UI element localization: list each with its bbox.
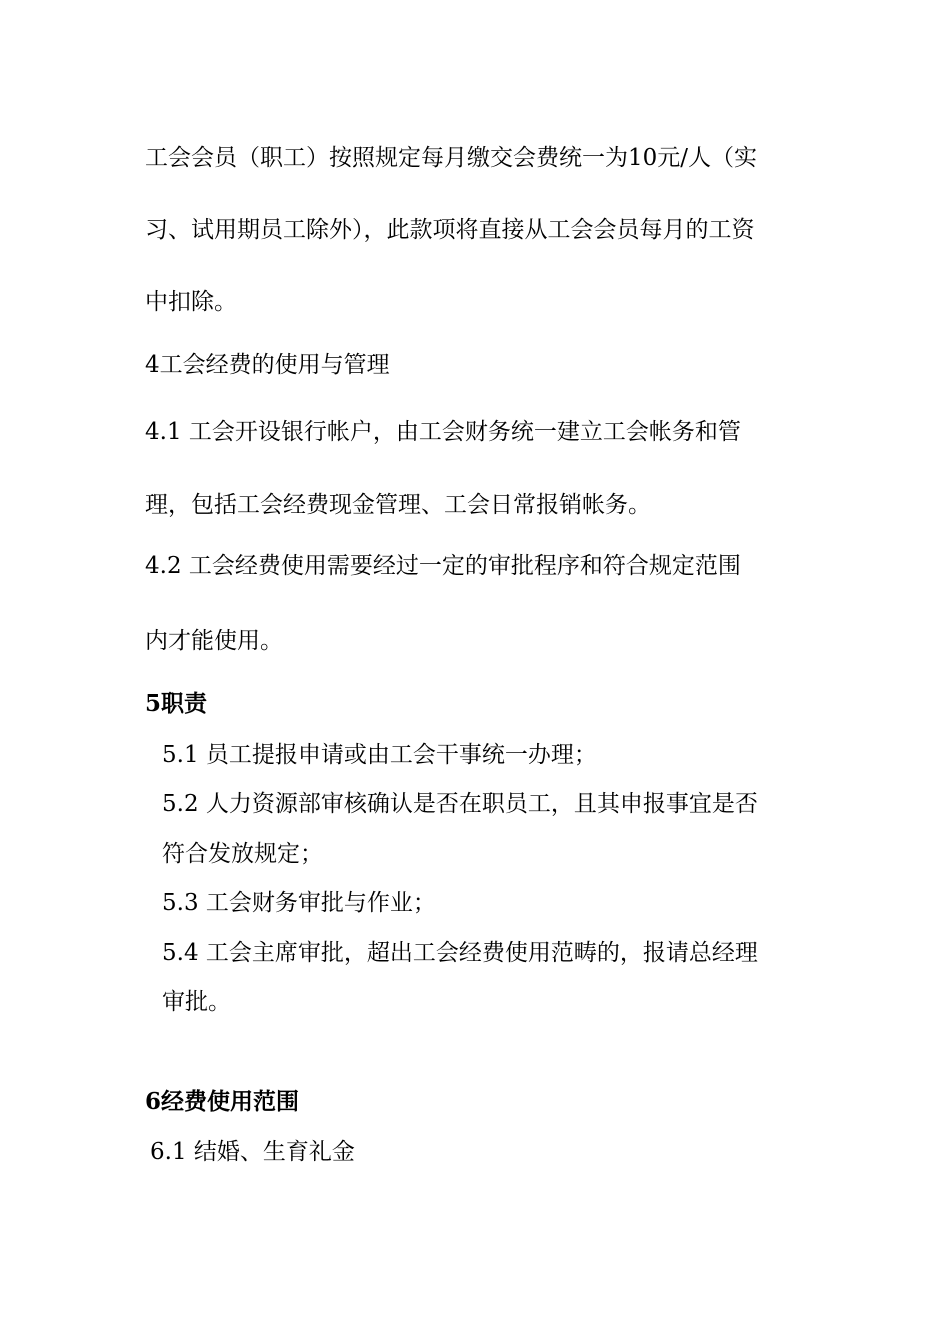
item-4-1-line-1: 4.1 工会开设银行帐户，由工会财务统一建立工会帐务和管 <box>145 419 741 445</box>
item-4-2-line-1: 4.2 工会经费使用需要经过一定的审批程序和符合规定范围 <box>145 553 741 579</box>
section-5-heading: 5职责 <box>145 690 208 717</box>
item-5-2-line-1: 5.2 人力资源部审核确认是否在职员工，且其申报事宜是否 <box>162 791 758 817</box>
membership-fee-line-1: 工会会员（职工）按照规定每月缴交会费统一为10元/人（实 <box>145 145 758 171</box>
section-6-heading: 6经费使用范围 <box>145 1088 300 1115</box>
item-5-1: 5.1 员工提报申请或由工会干事统一办理； <box>162 742 597 768</box>
item-5-4-line-2: 审批。 <box>162 989 231 1015</box>
item-4-1-line-2: 理，包括工会经费现金管理、工会日常报销帐务。 <box>145 492 651 518</box>
section-4-heading: 4工会经费的使用与管理 <box>145 352 390 378</box>
item-4-2-line-2: 内才能使用。 <box>145 628 283 654</box>
membership-fee-line-2: 习、试用期员工除外），此款项将直接从工会会员每月的工资 <box>145 217 755 243</box>
item-5-3: 5.3 工会财务审批与作业； <box>162 890 436 916</box>
item-6-1: 6.1 结婚、生育礼金 <box>150 1139 355 1165</box>
item-5-2-line-2: 符合发放规定； <box>162 841 323 867</box>
item-5-4-line-1: 5.4 工会主席审批，超出工会经费使用范畴的，报请总经理 <box>162 940 758 966</box>
membership-fee-line-3: 中扣除。 <box>145 289 237 315</box>
